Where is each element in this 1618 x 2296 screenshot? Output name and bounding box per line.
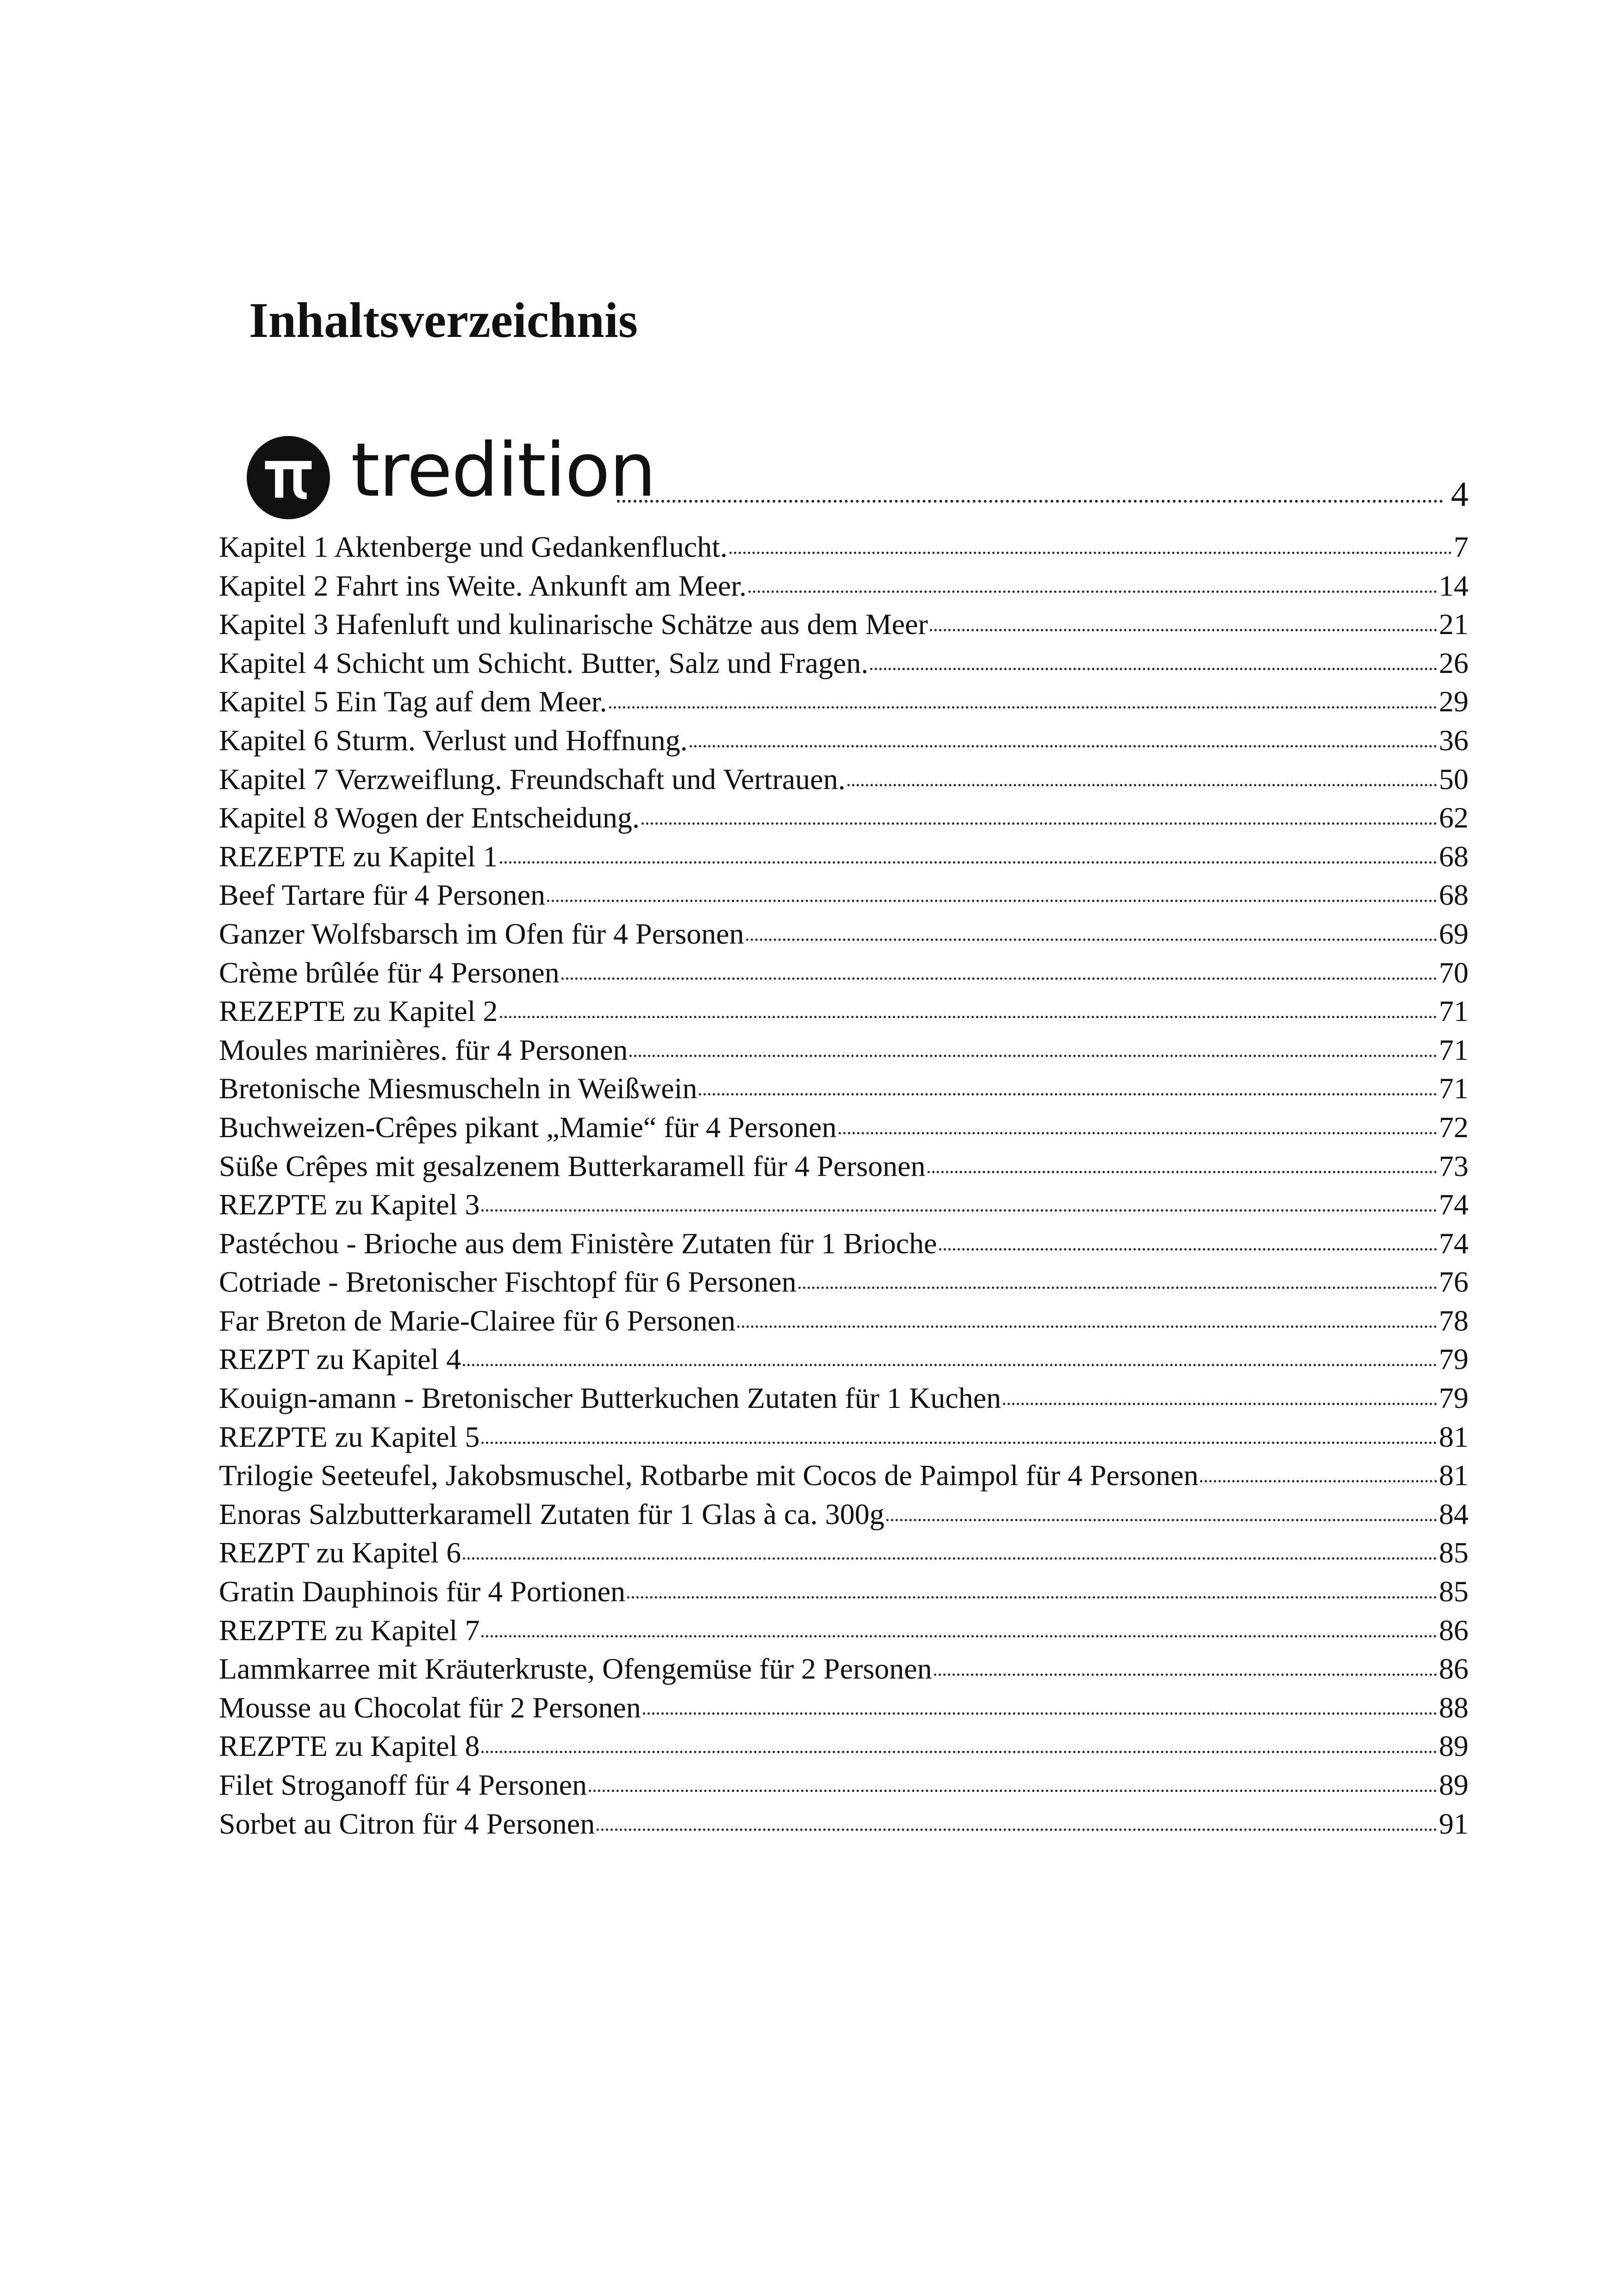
toc-entry-title: Pastéchou - Brioche aus dem Finistère Zutaten für 1 Brioche bbox=[219, 1226, 937, 1260]
toc-page-number: 79 bbox=[1439, 1343, 1469, 1376]
toc-entry-title: Trilogie Seeteufel, Jakobsmuschel, Rotbarbe mit Cocos de Paimpol für 4 Personen bbox=[219, 1459, 1199, 1492]
toc-page-number: 14 bbox=[1439, 569, 1469, 602]
dot-leader bbox=[561, 977, 1437, 980]
toc-entry-title: REZEPTE zu Kapitel 1 bbox=[219, 840, 498, 873]
toc-entry-title: REZPT zu Kapitel 6 bbox=[219, 1536, 461, 1569]
toc-page-number: 72 bbox=[1439, 1110, 1469, 1144]
dot-leader bbox=[641, 822, 1437, 825]
toc-entry-title: Sorbet au Citron für 4 Personen bbox=[219, 1807, 595, 1840]
dot-leader bbox=[481, 1209, 1437, 1212]
toc-entry[interactable] bbox=[219, 992, 1469, 1031]
toc-page-number: 89 bbox=[1439, 1768, 1469, 1801]
dot-leader bbox=[934, 1674, 1437, 1676]
toc-page-number: 81 bbox=[1439, 1459, 1469, 1492]
toc-entry[interactable] bbox=[219, 644, 1469, 683]
toc-entry[interactable] bbox=[219, 1069, 1469, 1108]
toc-entry[interactable] bbox=[219, 876, 1469, 915]
toc-page-number: 86 bbox=[1439, 1613, 1469, 1647]
dot-leader bbox=[481, 1751, 1437, 1753]
dot-leader bbox=[463, 1364, 1437, 1366]
toc-entry[interactable] bbox=[219, 1147, 1469, 1186]
logo-toc-entry bbox=[219, 426, 1469, 528]
toc-page-number: 50 bbox=[1439, 762, 1469, 796]
toc-entry[interactable] bbox=[219, 1533, 1469, 1572]
toc-entry[interactable] bbox=[219, 760, 1469, 799]
toc-page-number: 73 bbox=[1439, 1149, 1469, 1182]
toc-entry-title: Kapitel 4 Schicht um Schicht. Butter, Salz und Fragen. bbox=[219, 646, 869, 679]
toc-page-number: 81 bbox=[1439, 1420, 1469, 1453]
toc-page-number: 86 bbox=[1439, 1652, 1469, 1686]
toc-entry[interactable] bbox=[219, 605, 1469, 644]
toc-entry-title: Kapitel 2 Fahrt ins Weite. Ankunft am Meer. bbox=[219, 569, 747, 602]
toc-entry-title: Moules marinières. für 4 Personen bbox=[219, 1033, 628, 1066]
toc-entry[interactable] bbox=[219, 1379, 1469, 1418]
toc-page-number[interactable]: 4 bbox=[1451, 475, 1469, 514]
toc-entry-title: Crème brûlée für 4 Personen bbox=[219, 956, 560, 989]
dot-leader bbox=[500, 861, 1437, 864]
dot-leader bbox=[463, 1557, 1437, 1560]
toc-entry[interactable] bbox=[219, 1224, 1469, 1263]
toc-entry[interactable] bbox=[219, 1418, 1469, 1456]
toc-page-number: 78 bbox=[1439, 1304, 1469, 1337]
toc-entry-title: Enoras Salzbutterkaramell Zutaten für 1 Glas à ca. 300g bbox=[219, 1497, 884, 1531]
toc-page-number: 88 bbox=[1439, 1691, 1469, 1724]
dot-leader bbox=[699, 1093, 1437, 1095]
toc-entry-title: Kapitel 5 Ein Tag auf dem Meer. bbox=[219, 685, 607, 718]
dot-leader bbox=[589, 1790, 1437, 1792]
toc-page-number: 68 bbox=[1439, 878, 1469, 912]
page-title: Inhaltsverzeichnis bbox=[249, 293, 638, 348]
toc-page-number: 69 bbox=[1439, 917, 1469, 950]
dot-leader bbox=[643, 1712, 1437, 1715]
toc-entry[interactable] bbox=[219, 1495, 1469, 1534]
toc-entry-title: REZPT zu Kapitel 4 bbox=[219, 1343, 461, 1376]
toc-entry[interactable] bbox=[219, 682, 1469, 721]
toc-entry[interactable] bbox=[219, 837, 1469, 876]
toc-page-number: 71 bbox=[1439, 1072, 1469, 1105]
dot-leader bbox=[839, 1132, 1437, 1134]
toc-entry-title: Buchweizen-Crêpes pikant „Mamie“ für 4 Personen bbox=[219, 1110, 837, 1144]
dot-leader bbox=[481, 1635, 1437, 1637]
toc-page-number: 71 bbox=[1439, 995, 1469, 1028]
toc-entry-title: Far Breton de Marie-Clairee für 6 Personen bbox=[219, 1304, 736, 1337]
toc-entry-title: REZPTE zu Kapitel 7 bbox=[219, 1613, 480, 1647]
toc-entry[interactable] bbox=[219, 528, 1469, 566]
toc-entry[interactable] bbox=[219, 915, 1469, 953]
dot-leader bbox=[870, 668, 1437, 670]
toc-entry[interactable] bbox=[219, 721, 1469, 760]
toc-entry-title: Ganzer Wolfsbarsch im Ofen für 4 Personen bbox=[219, 917, 744, 950]
toc-entry[interactable] bbox=[219, 1572, 1469, 1611]
dot-leader bbox=[729, 552, 1452, 554]
dot-leader bbox=[690, 745, 1437, 747]
toc-page-number: 21 bbox=[1439, 608, 1469, 641]
toc-entry[interactable] bbox=[219, 1727, 1469, 1766]
toc-entry[interactable] bbox=[219, 1340, 1469, 1379]
tredition-logo-text: tredition bbox=[351, 427, 655, 513]
toc-entry-title: Kouign-amann - Bretonischer Butterkuchen Zutaten für 1 Kuchen bbox=[219, 1381, 1002, 1415]
dot-leader bbox=[547, 900, 1437, 902]
toc-entry-title: Bretonische Miesmuscheln in Weißwein bbox=[219, 1072, 697, 1105]
toc-page-number: 85 bbox=[1439, 1575, 1469, 1608]
toc-entry-title: Kapitel 6 Sturm. Verlust und Hoffnung. bbox=[219, 723, 688, 757]
dot-leader bbox=[886, 1519, 1437, 1521]
toc-entry-title: Gratin Dauphinois für 4 Portionen bbox=[219, 1575, 626, 1608]
toc-entry-title: Filet Stroganoff für 4 Personen bbox=[219, 1768, 587, 1801]
toc-page-number: 71 bbox=[1439, 1033, 1469, 1066]
toc-entry[interactable] bbox=[219, 1031, 1469, 1070]
dot-leader bbox=[629, 1055, 1437, 1057]
dot-leader bbox=[737, 1325, 1437, 1328]
toc-entry[interactable] bbox=[219, 566, 1469, 605]
toc-page-number: 36 bbox=[1439, 723, 1469, 757]
toc-entry[interactable] bbox=[219, 1108, 1469, 1147]
toc-page-number: 74 bbox=[1439, 1188, 1469, 1221]
dot-leader bbox=[1003, 1403, 1437, 1405]
dot-leader bbox=[798, 1287, 1437, 1289]
dot-leader bbox=[627, 1596, 1437, 1599]
toc-page-number: 7 bbox=[1454, 530, 1469, 563]
toc-entry[interactable] bbox=[219, 1766, 1469, 1804]
toc-entry[interactable] bbox=[219, 798, 1469, 837]
toc-entry-title: Lammkarree mit Kräuterkruste, Ofengemüse für 2 Personen bbox=[219, 1652, 932, 1686]
toc-entry[interactable] bbox=[219, 1804, 1469, 1843]
toc-page-number: 84 bbox=[1439, 1497, 1469, 1531]
dot-leader bbox=[609, 706, 1437, 709]
toc-entry-title: Cotriade - Bretonischer Fischtopf für 6 Personen bbox=[219, 1265, 797, 1299]
dot-leader bbox=[481, 1442, 1437, 1444]
toc-page-number: 62 bbox=[1439, 801, 1469, 834]
toc-entry[interactable] bbox=[219, 1456, 1469, 1495]
toc-page-number: 85 bbox=[1439, 1536, 1469, 1569]
dot-leader bbox=[617, 500, 1443, 503]
dot-leader bbox=[927, 1171, 1437, 1173]
dot-leader bbox=[500, 1016, 1437, 1018]
toc-page-number: 79 bbox=[1439, 1381, 1469, 1415]
dot-leader bbox=[748, 591, 1437, 593]
dot-leader bbox=[939, 1248, 1437, 1251]
toc-page-number: 89 bbox=[1439, 1730, 1469, 1763]
toc-entry-title: Kapitel 1 Aktenberge und Gedankenflucht. bbox=[219, 530, 728, 563]
toc-entry[interactable] bbox=[219, 1649, 1469, 1688]
toc-page-number: 74 bbox=[1439, 1226, 1469, 1260]
toc-entry[interactable] bbox=[219, 1185, 1469, 1224]
toc-entry[interactable] bbox=[219, 1301, 1469, 1340]
toc-entry[interactable] bbox=[219, 953, 1469, 992]
dot-leader bbox=[597, 1829, 1437, 1831]
toc-entry-title: Kapitel 7 Verzweiflung. Freundschaft und Vertrauen. bbox=[219, 762, 846, 796]
dot-leader bbox=[746, 939, 1437, 941]
toc-page-number: 68 bbox=[1439, 840, 1469, 873]
toc-entry-title: REZEPTE zu Kapitel 2 bbox=[219, 995, 498, 1028]
dot-leader bbox=[930, 629, 1437, 631]
toc-entry-title: Kapitel 8 Wogen der Entscheidung. bbox=[219, 801, 640, 834]
dot-leader bbox=[1200, 1480, 1437, 1482]
toc-entry-title: REZPTE zu Kapitel 3 bbox=[219, 1188, 480, 1221]
toc-entry[interactable] bbox=[219, 1263, 1469, 1301]
toc-entry[interactable] bbox=[219, 1688, 1469, 1727]
table-of-contents bbox=[219, 528, 1469, 1843]
toc-page-number: 91 bbox=[1439, 1807, 1469, 1840]
toc-entry-title: REZPTE zu Kapitel 8 bbox=[219, 1730, 480, 1763]
toc-entry-title: REZPTE zu Kapitel 5 bbox=[219, 1420, 480, 1453]
toc-page-number: 70 bbox=[1439, 956, 1469, 989]
toc-entry-title: Beef Tartare für 4 Personen bbox=[219, 878, 546, 912]
tredition-logo-icon bbox=[247, 436, 330, 519]
toc-entry-title: Mousse au Chocolat für 2 Personen bbox=[219, 1691, 641, 1724]
toc-entry-title: Kapitel 3 Hafenluft und kulinarische Schätze aus dem Meer bbox=[219, 608, 928, 641]
toc-page-number: 29 bbox=[1439, 685, 1469, 718]
toc-page-number: 26 bbox=[1439, 646, 1469, 679]
dot-leader bbox=[847, 784, 1437, 786]
toc-page-number: 76 bbox=[1439, 1265, 1469, 1299]
toc-entry[interactable] bbox=[219, 1611, 1469, 1650]
toc-entry-title: Süße Crêpes mit gesalzenem Butterkaramell für 4 Personen bbox=[219, 1149, 926, 1182]
